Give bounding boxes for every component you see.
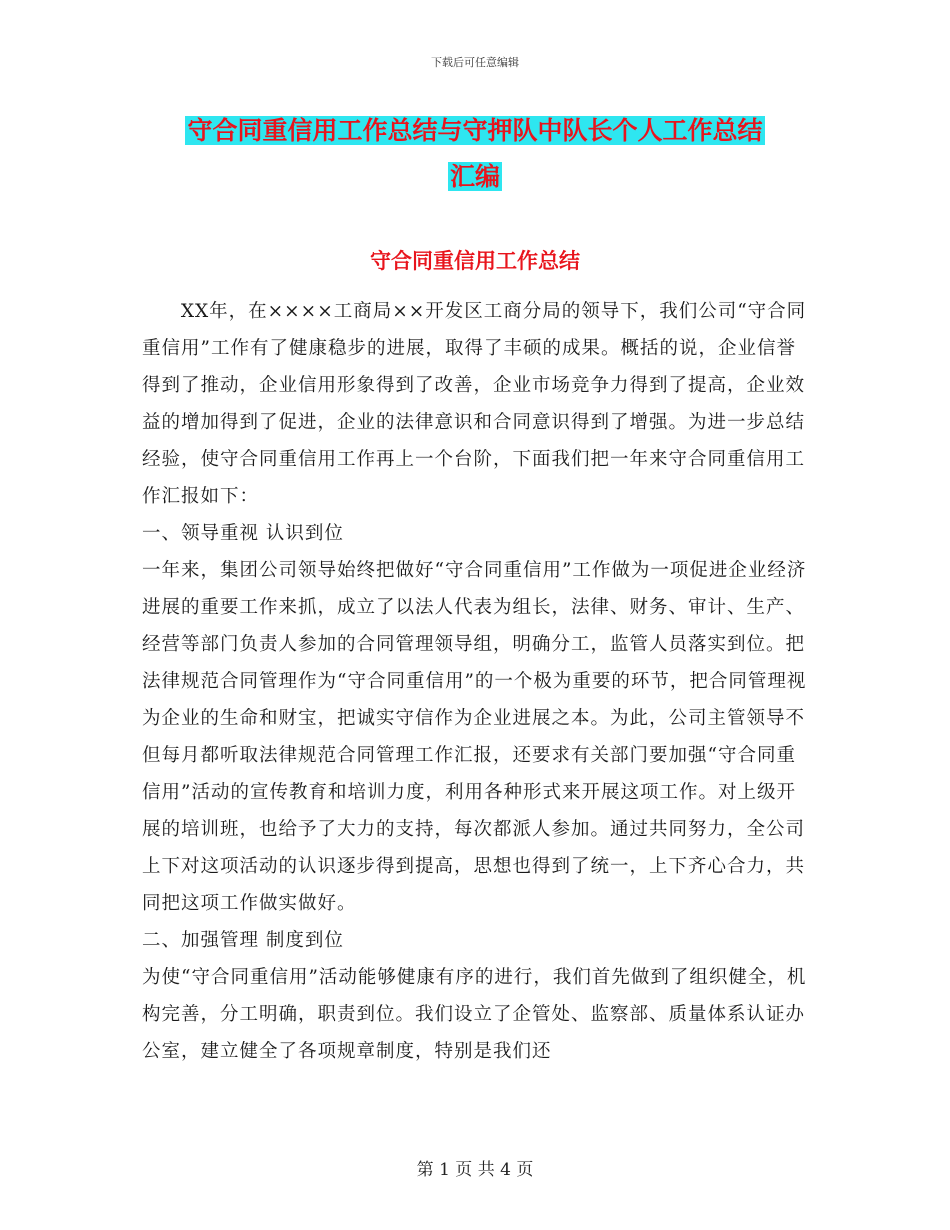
section-heading-1: 一、领导重视 认识到位 <box>142 523 344 544</box>
document-title-line1: 守合同重信用工作总结与守押队中队长个人工作总结 <box>187 116 763 145</box>
intro-paragraph: XX年，在××××工商局××开发区工商分局的领导下，我们公司“守合同重信用”工作有了健康稳步的进展，取得了丰硕的成果。概括的说，企业信誉得到了推动，企业信用形象得到了改善，企业市场竞争力得到了提高，企业效益的增加得到了促进，企业的法律意识和合同意识得到了增强。为进一步总结经验，使守合同重信用工作再上一个台阶，下面我们把一年来守合同重信用工作汇报如下： <box>142 301 807 507</box>
body-text <box>142 293 808 1070</box>
paragraph-2: 为使“守合同重信用”活动能够健康有序的进行，我们首先做到了组织健全，机构完善，分工明确，职责到位。我们设立了企管处、监察部、质量体系认证办公室，建立健全了各项规章制度，特别是我们还 <box>142 967 807 1062</box>
document-title <box>140 108 810 200</box>
paragraph-1: 一年来，集团公司领导始终把做好“守合同重信用”工作做为一项促进企业经济进展的重要工作来抓，成立了以法人代表为组长，法律、财务、审计、生产、经营等部门负责人参加的合同管理领导组，明确分工，监管人员落实到位。把法律规范合同管理作为“守合同重信用”的一个极为重要的环节，把合同管理视为企业的生命和财宝，把诚实守信作为企业进展之本。为此，公司主管领导不但每月都听取法律规范合同管理工作汇报，还要求有关部门要加强“守合同重信用”活动的宣传教育和培训力度，利用各种形式来开展这项工作。对上级开展的培训班，也给予了大力的支持，每次都派人参加。通过共同努力，全公司上下对这项活动的认识逐步得到提高，思想也得到了统一，上下齐心合力，共同把这项工作做实做好。 <box>142 560 807 914</box>
section-heading-2: 二、加强管理 制度到位 <box>142 930 344 951</box>
page-footer: 第 1 页 共 4 页 <box>416 1160 534 1180</box>
section-title: 守合同重信用工作总结 <box>370 248 580 273</box>
header-note: 下载后可任意编辑 <box>431 56 519 69</box>
document-title-line2: 汇编 <box>449 162 500 191</box>
